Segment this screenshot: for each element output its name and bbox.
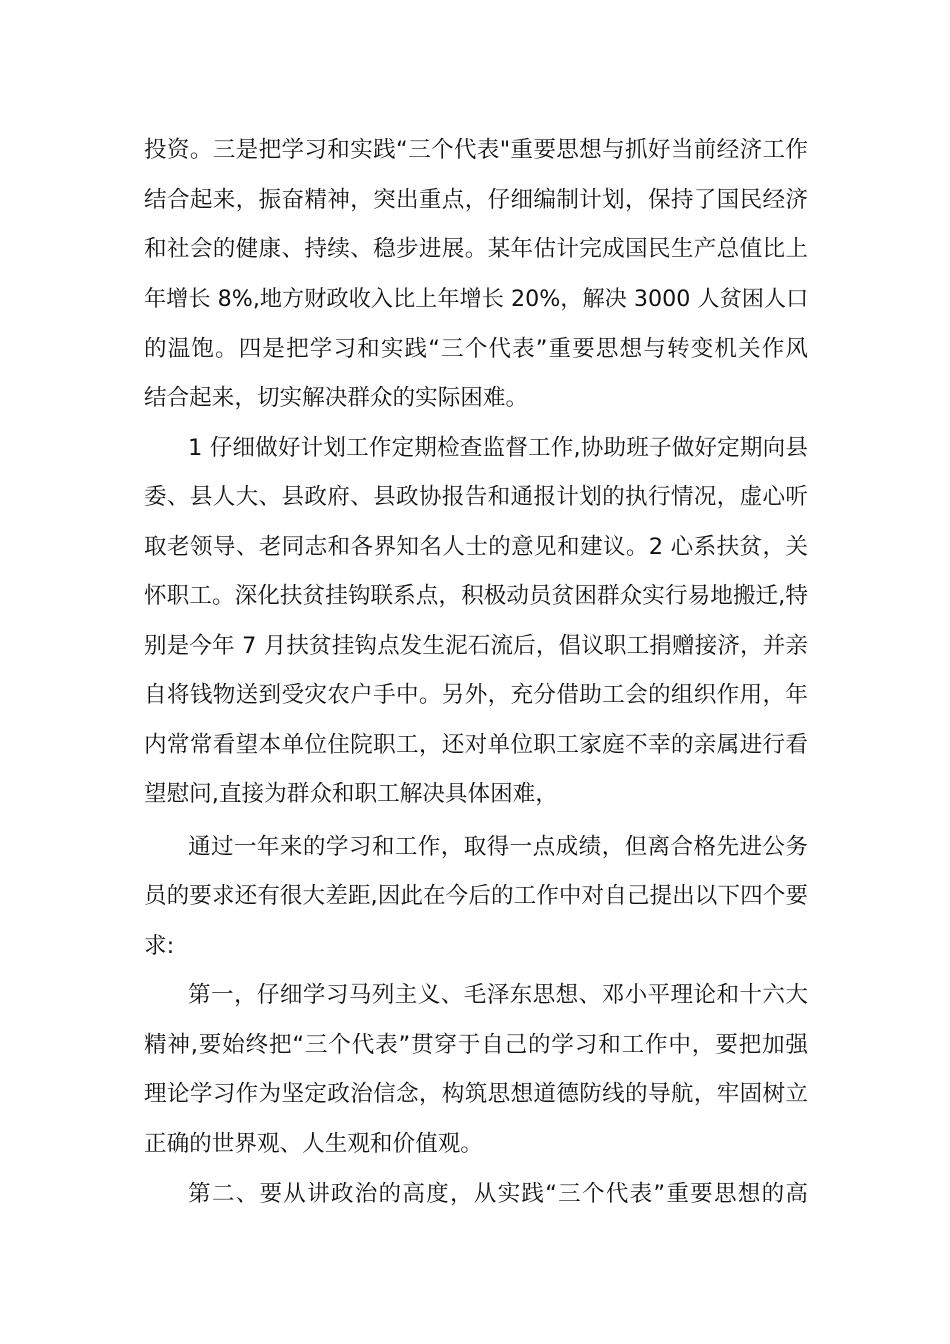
paragraph-1-line-3: 和社会的健康、持续、稳步进展。某年估计完成国民生产总值比上 bbox=[144, 236, 808, 262]
paragraph-2-line-6: 自将钱物送到受灾农户手中。另外，充分借助工会的组织作用，年 bbox=[144, 682, 808, 708]
paragraph-2-line-8: 望慰问,直接为群众和职工解决具体困难， bbox=[144, 781, 558, 807]
paragraph-5-line-1: 第二、要从讲政治的高度，从实践“三个代表”重要思想的高 bbox=[188, 1181, 808, 1207]
paragraph-3-line-3: 求: bbox=[144, 933, 175, 959]
paragraph-4-line-4: 正确的世界观、人生观和价值观。 bbox=[144, 1131, 483, 1157]
paragraph-4-line-1: 第一，仔细学习马列主义、毛泽东思想、邓小平理论和十六大 bbox=[188, 982, 808, 1008]
paragraph-2-line-2: 委、县人大、县政府、县政协报告和通报计划的执行情况，虚心听 bbox=[144, 484, 808, 510]
paragraph-4-line-3: 理论学习作为坚定政治信念，构筑思想道德防线的导航，牢固树立 bbox=[144, 1081, 808, 1107]
paragraph-1-line-1: 投资。三是把学习和实践“三个代表"重要思想与抓好当前经济工作 bbox=[144, 137, 808, 163]
paragraph-1-line-4: 年增长 8%,地方财政收入比上年增长 20%，解决 3000 人贫困人口 bbox=[144, 286, 809, 312]
paragraph-3-line-2: 员的要求还有很大差距,因此在今后的工作中对自己提出以下四个要 bbox=[144, 883, 808, 909]
paragraph-3-line-1: 通过一年来的学习和工作，取得一点成绩，但离合格先进公务 bbox=[188, 834, 808, 860]
paragraph-1-line-6: 结合起来，切实解决群众的实际困难。 bbox=[144, 385, 529, 411]
paragraph-1-line-5: 的温饱。四是把学习和实践“三个代表”重要思想与转变机关作风 bbox=[144, 336, 808, 362]
paragraph-4-line-2: 精神,要始终把“三个代表”贯穿于自己的学习和工作中，要把加强 bbox=[144, 1032, 808, 1058]
paragraph-2-line-4: 怀职工。深化扶贫挂钩联系点，积极动员贫困群众实行易地搬迁,特 bbox=[144, 583, 808, 609]
paragraph-2-line-5: 别是今年 7 月扶贫挂钩点发生泥石流后，倡议职工捐赠接济，并亲 bbox=[144, 633, 808, 659]
paragraph-2-line-1: 1 仔细做好计划工作定期检查监督工作,协助班子做好定期向县 bbox=[188, 435, 808, 461]
paragraph-1-line-2: 结合起来，振奋精神，突出重点，仔细编制计划，保持了国民经济 bbox=[144, 187, 808, 213]
paragraph-2-line-7: 内常常看望本单位住院职工，还对单位职工家庭不幸的亲属进行看 bbox=[144, 732, 808, 758]
paragraph-2-line-3: 取老领导、老同志和各界知名人士的意见和建议。2 心系扶贫，关 bbox=[144, 534, 808, 560]
